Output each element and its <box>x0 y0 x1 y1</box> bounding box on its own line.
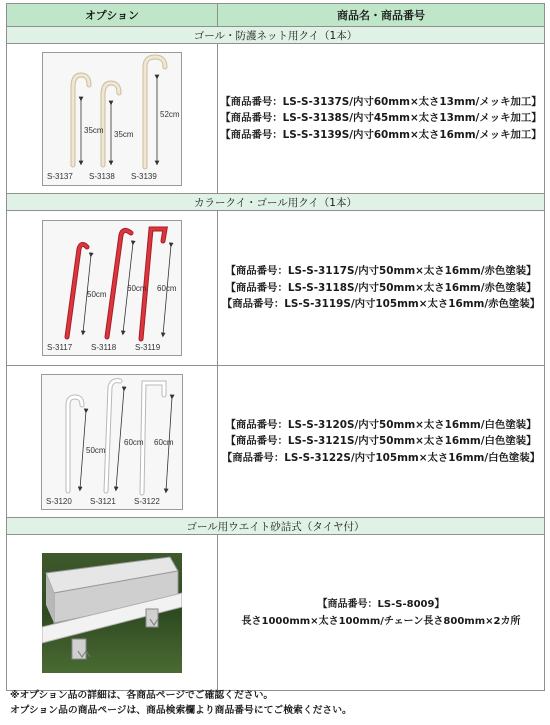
product-line: 【商品番号：LS-S-8009】 <box>317 598 445 610</box>
section-title-goal-net-stake: ゴール・防護ネット用クイ（1本） <box>7 27 545 44</box>
goal-weight-figure <box>42 553 182 673</box>
product-info-cell <box>218 366 545 518</box>
stake-length-label: 60cm <box>124 437 144 447</box>
stake-code-label: S-3119 <box>135 343 161 352</box>
stake-code-label: S-3121 <box>90 496 116 506</box>
stake-figure-white <box>42 375 182 509</box>
stake-length-label: 50cm <box>87 290 107 299</box>
product-info-cell <box>218 535 545 691</box>
stake-code-label: S-3117 <box>47 343 73 352</box>
stake-length-label: 35cm <box>84 125 104 135</box>
footnote: オプション品の商品ページは、商品検索欄より商品番号にてご検索ください。 <box>10 705 352 716</box>
product-line: 【商品番号：LS-S-3122S/内寸105mm×太さ16mm/白色塗装】 <box>221 451 541 464</box>
stake-length-label: 60cm <box>157 284 177 293</box>
footnote: ※オプション品の詳細は、各商品ページでご確認ください。 <box>10 690 274 701</box>
stake-image-cell <box>7 44 218 194</box>
product-info-cell <box>218 44 545 194</box>
goal-weight-photo <box>42 553 182 673</box>
product-line: 長さ1000mm×太さ100mm/チェーン長さ800mm×2カ所 <box>241 615 521 627</box>
product-line: 【商品番号：LS-S-3138S/内寸45mm×太さ13mm/メッキ加工】 <box>220 112 542 125</box>
stake-length-label: 35cm <box>114 129 134 139</box>
product-line: 【商品番号：LS-S-3117S/内寸50mm×太さ16mm/赤色塗装】 <box>225 265 537 278</box>
stake-image-cell <box>7 366 218 518</box>
stake-code-label: S-3137 <box>47 171 73 181</box>
stake-photo-red <box>42 220 182 356</box>
stake-photo-plated <box>42 52 182 186</box>
header-product: 商品名・商品番号 <box>218 4 545 27</box>
product-line: 【商品番号：LS-S-3137S/内寸60mm×太さ13mm/メッキ加工】 <box>220 95 542 108</box>
stake-length-label: 60cm <box>154 437 174 447</box>
stake-code-label: S-3139 <box>131 171 157 181</box>
section-title-goal-weight: ゴール用ウエイト砂詰式（タイヤ付） <box>7 518 545 535</box>
product-line: 【商品番号：LS-S-3119S/内寸105mm×太さ16mm/赤色塗装】 <box>221 298 541 311</box>
options-table <box>6 3 545 691</box>
section-title-color-stake: カラークイ・ゴール用クイ（1本） <box>7 194 545 211</box>
stake-image-cell <box>7 211 218 366</box>
stake-figure-red <box>43 221 181 355</box>
stake-code-label: S-3122 <box>134 496 160 506</box>
product-line: 【商品番号：LS-S-3118S/内寸50mm×太さ16mm/赤色塗装】 <box>225 281 537 294</box>
footnotes <box>10 688 352 718</box>
stake-code-label: S-3138 <box>89 171 115 181</box>
product-line: 【商品番号：LS-S-3139S/内寸60mm×太さ16mm/メッキ加工】 <box>220 128 542 141</box>
stake-length-label: 60cm <box>127 284 147 293</box>
header-option: オプション <box>7 4 218 27</box>
stake-length-label: 52cm <box>160 109 180 119</box>
stake-figure-plated <box>43 53 181 185</box>
stake-length-label: 50cm <box>86 445 106 455</box>
weight-image-cell <box>7 535 218 691</box>
product-line: 【商品番号：LS-S-3121S/内寸50mm×太さ16mm/白色塗装】 <box>225 435 537 448</box>
stake-code-label: S-3120 <box>46 496 72 506</box>
product-line: 【商品番号：LS-S-3120S/内寸50mm×太さ16mm/白色塗装】 <box>225 418 537 431</box>
product-info-cell <box>218 211 545 366</box>
stake-photo-white <box>41 374 183 510</box>
stake-code-label: S-3118 <box>91 343 117 352</box>
